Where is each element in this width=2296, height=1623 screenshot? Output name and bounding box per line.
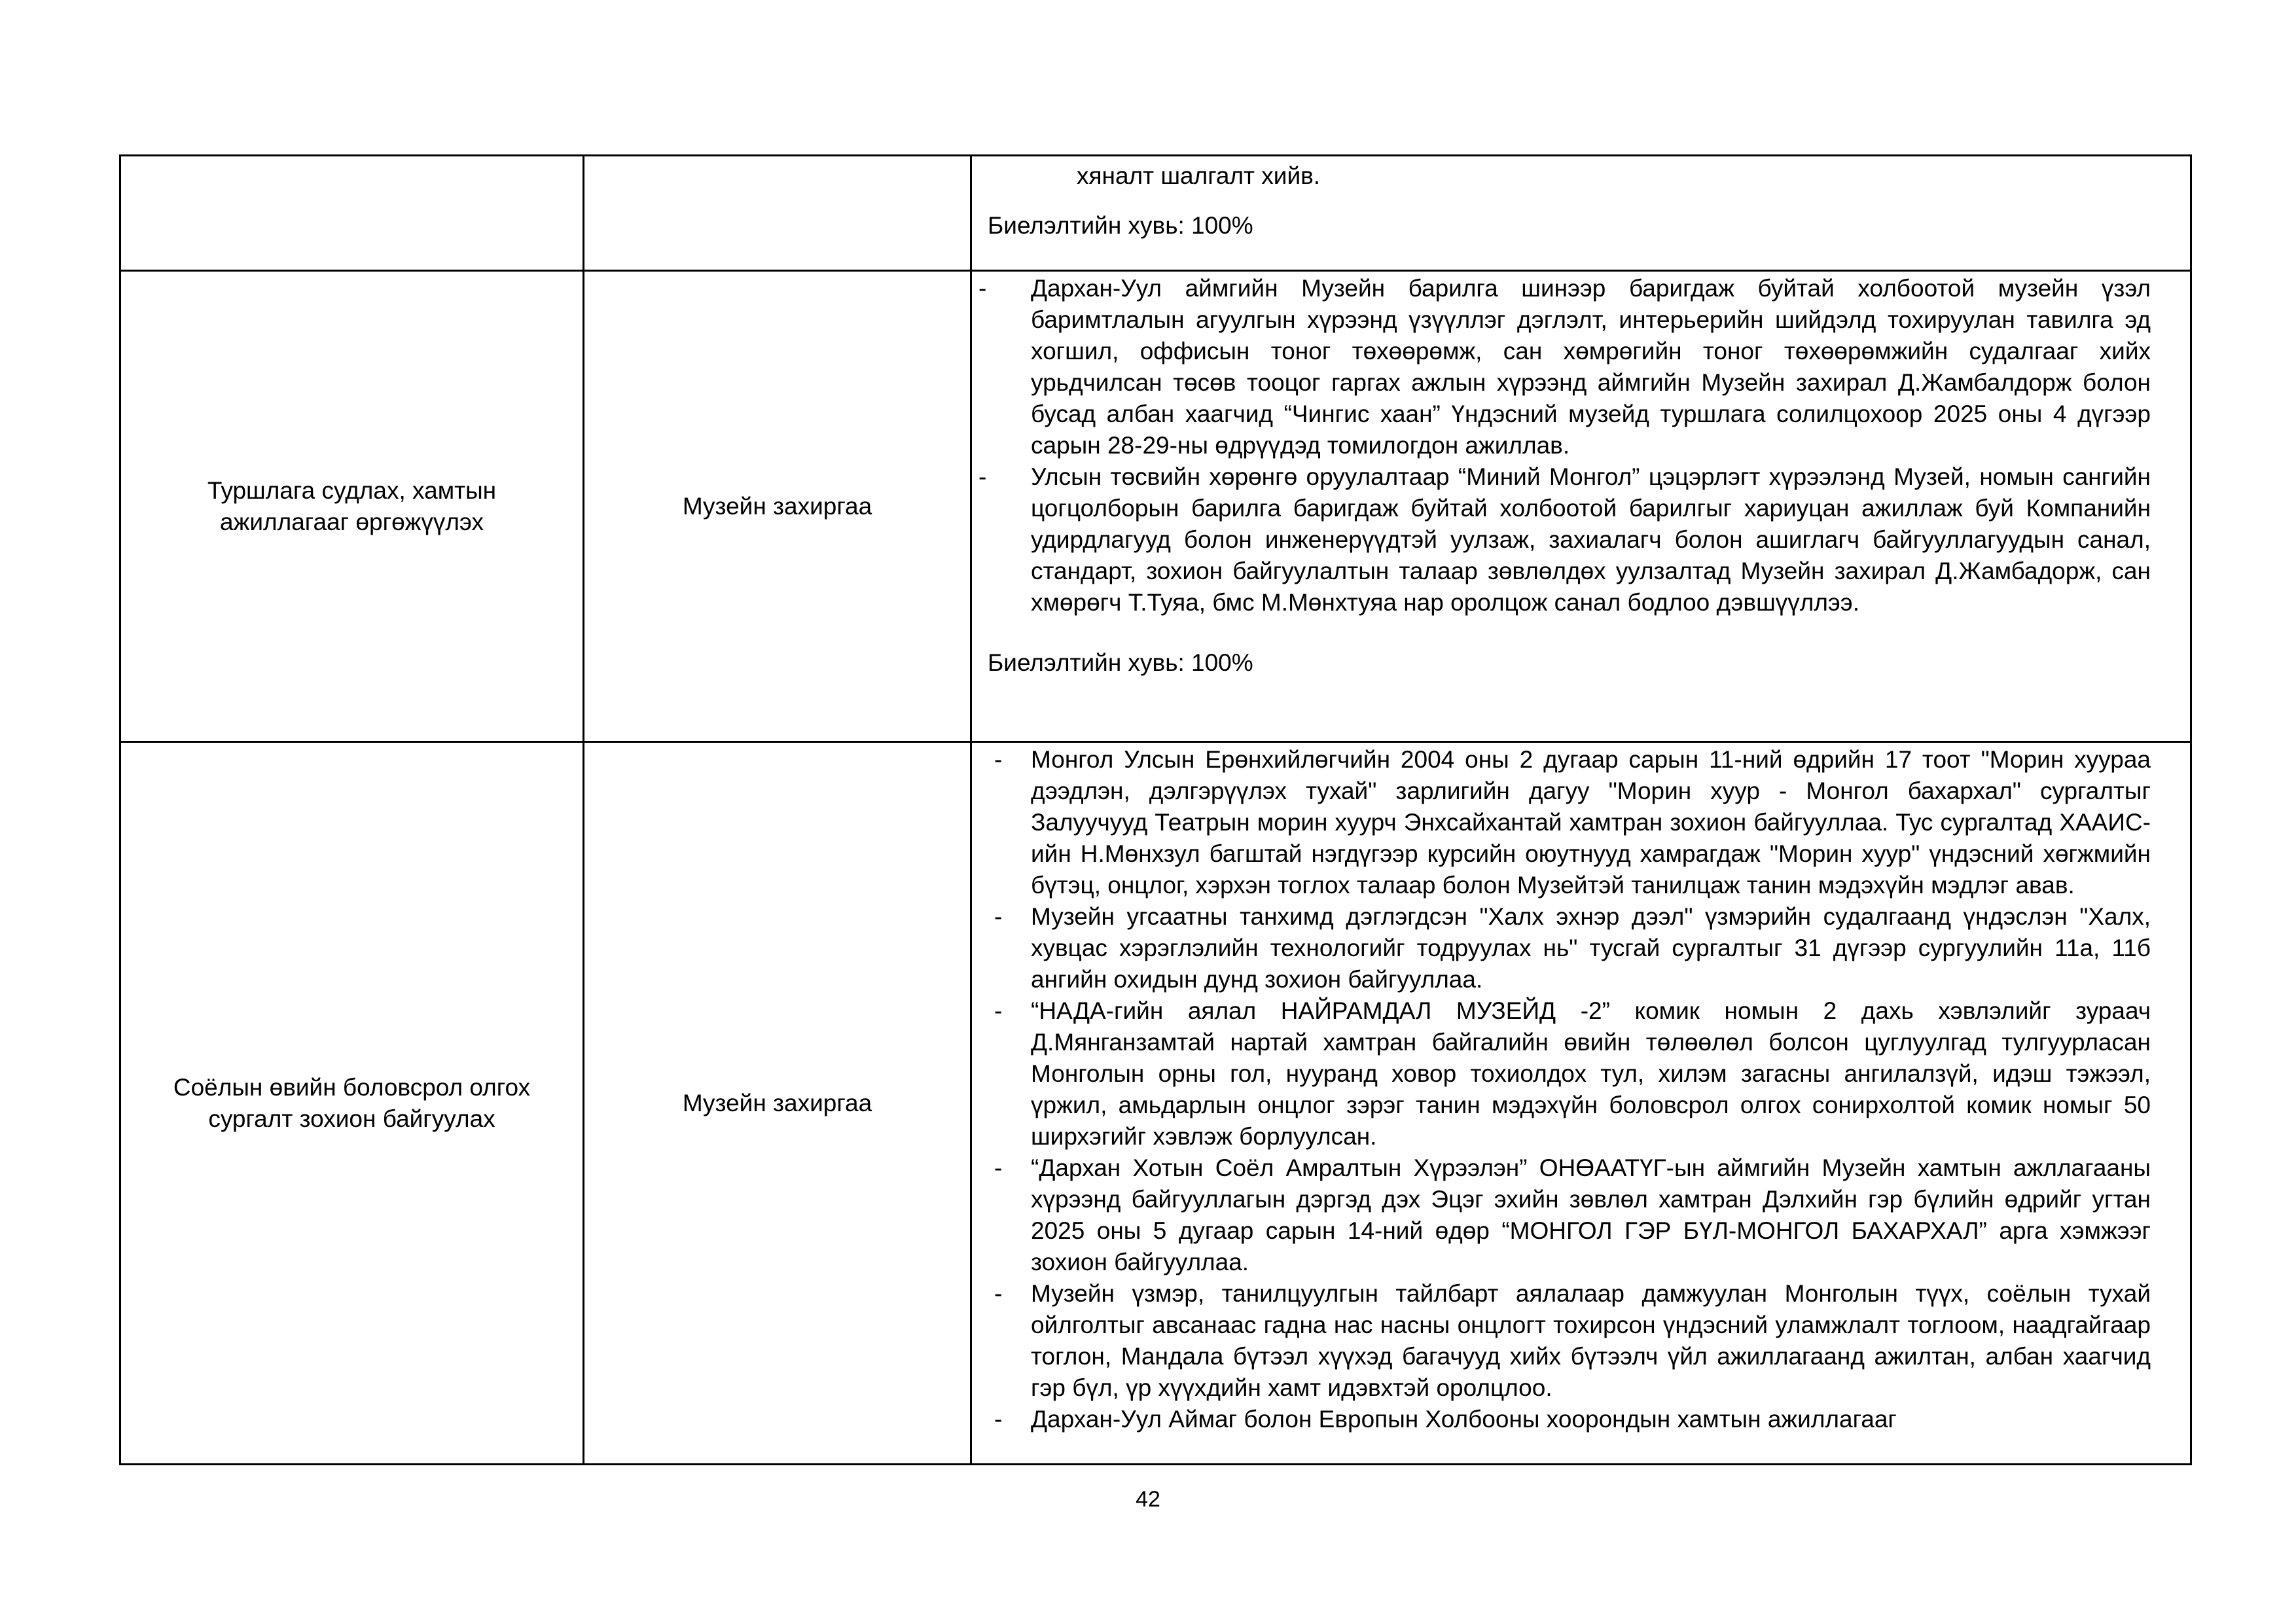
bullet-dash: - — [994, 903, 1003, 930]
responsible-cell — [584, 156, 971, 271]
list-item — [972, 744, 2151, 901]
completion-rate: Биелэлтийн хувь: 100% — [988, 212, 1253, 239]
list-item-text: Музейн үзмэр, танилцуулгын тайлбарт аялалаар дамжуулан Монголын түүх, соёлын тухай ойлголтыг авсанаас гадна нас насны онцлогт тохирсон үндэсний уламжлалт тоглоом, наадгайгаар тоглон, Мандала бүтээл хүүхэд багачууд хийх бүтээлч үйл ажиллагаанд ажилтан, албан хаагчид гэр бүл, үр хүүхдийн хамт идэвхтэй оролцлоо. — [1031, 1280, 2151, 1401]
list-item — [972, 461, 2151, 618]
list-item-text: “НАДА-гийн аялал НАЙРАМДАЛ МУЗЕЙД -2” комик номын 2 дахь хэвлэлийг зураач Д.Мянганзамтай нартай хамтран байгалийн өвийн төлөөлөл болсон цуглуулгад тулгуурласан Монголын орны гол, нууранд ховор тохиолдох тул, хилэм загасны ангилалзүй, идэш тэжээл, үржил, амьдарлын онцлог зэрэг танин мэдэхүйн боловсрол олгох сонирхолтой комик номыг 50 ширхэгийг хэвлэж борлуулсан. — [1031, 997, 2151, 1150]
list-item — [972, 1152, 2151, 1278]
result-cell — [971, 271, 2191, 742]
list-item — [972, 273, 2151, 461]
bullet-dash: - — [994, 997, 1003, 1024]
responsible-text: Музейн захиргаа — [682, 492, 872, 520]
list-item-text: Монгол Улсын Ерөнхийлөгчийн 2004 оны 2 дугаар сарын 11-ний өдрийн 17 тоот "Морин хуураа дээдлэн, дэлгэрүүлэх тухай" зарлигийн дагуу "Морин хуур - Монгол бахархал" сургалтыг Залуучууд Театрын морин хуурч Энхсайхантай хамтран зохион байгууллаа. Тус сургалтад ХААИС-ийн Н.Мөнхзул багштай нэгдүгээр курсийн оюутнууд хамрагдаж "Морин хуур" үндэсний хөгжмийн бүтэц, онцлог, хэрхэн тоглох талаар болон Музейтэй танилцаж танин мэдэхүйн мэдлэг авав. — [1031, 746, 2151, 899]
list-item — [972, 901, 2151, 995]
table-row — [120, 271, 2191, 742]
table-row — [120, 156, 2191, 271]
report-table — [119, 154, 2192, 1465]
bullet-dash: - — [994, 1154, 1003, 1181]
bullet-list — [972, 744, 2190, 1435]
result-cell — [971, 156, 2191, 271]
responsible-text: Музейн захиргаа — [682, 1089, 872, 1116]
bullet-dash: - — [994, 746, 1003, 773]
completion-rate: Биелэлтийн хувь: 100% — [988, 649, 1253, 676]
list-item-text: “Дархан Хотын Соёл Амралтын Хүрээлэн” ОНӨААТҮГ-ын аймгийн Музейн хамтын ажллагааны хүрээнд байгууллагын дэргэд дэх Эцэг эхийн зөвлөл хамтран Дэлхийн гэр бүлийн өдрийг угтан 2025 оны 5 дугаар сарын 14-ний өдөр “МОНГОЛ ГЭР БҮЛ-МОНГОЛ БАХАРХАЛ” арга хэмжээг зохион байгууллаа. — [1031, 1154, 2151, 1275]
list-item-text: Улсын төсвийн хөрөнгө оруулалтаар “Миний Монгол” цэцэрлэгт хүрээлэнд Музей, номын сангийн цогцолборын барилга баригдаж буйтай холбоотой барилгыг хариуцан ажиллаж буй Компанийн удирдлагууд болон инженерүүдтэй уулзаж, захиалагч болон ашиглагч байгууллагуудын санал, стандарт, зохион байгуулалтын талаар зөвлөлдөх уулзалтад Музейн захирал Д.Жамбадорж, сан хмөрөгч Т.Туяа, бмс М.Мөнхтуяа нар оролцож санал бодлоо дэвшүүллээ. — [1031, 463, 2151, 616]
bullet-list — [972, 273, 2190, 618]
table-row — [120, 742, 2191, 1465]
list-item-text: Дархан-Уул аймгийн Музейн барилга шинээр баригдаж буйтай холбоотой музейн үзэл баримтлалын агуулгын хүрээнд үзүүллэг дэглэлт, интерьерийн шийдэлд тохируулан тавилга эд хогшил, оффисын тоног төхөөрөмж, сан хөмрөгийн тоног төхөөрөмжийн судалгааг хийх урьдчилсан төсөв тооцог гаргах ажлын хүрээнд аймгийн Музейн захирал Д.Жамбалдорж болон бусад албан хаагчид “Чингис хаан” Үндэсний музейд туршлага солилцохоор 2025 оны 4 дүгээр сарын 28-29-ны өдрүүдэд томилогдон ажиллав. — [1031, 275, 2151, 459]
bullet-dash: - — [994, 1280, 1003, 1307]
list-item-text: Музейн угсаатны танхимд дэглэгдсэн "Халх эхнэр дээл" үзмэрийн судалгаанд үндэслэн "Халх, хувцас хэрэглэлийн технологийг тодруулах нь" тусгай сургалтыг 31 дүгээр сургуулийн 11а, 11б ангийн охидын дунд зохион байгууллаа. — [1031, 903, 2151, 993]
list-item — [972, 995, 2151, 1152]
activity-cell — [120, 156, 584, 271]
list-item — [972, 1404, 2151, 1435]
responsible-cell — [584, 271, 971, 742]
activity-text: Туршлага судлах, хамтын ажиллагааг өргөжүүлэх — [207, 476, 497, 535]
activity-cell — [120, 271, 584, 742]
activity-text: Соёлын өвийн боловсрол олгох сургалт зохион байгуулах — [173, 1073, 531, 1132]
bullet-dash: - — [978, 463, 987, 490]
responsible-cell — [584, 742, 971, 1465]
result-cell — [971, 742, 2191, 1465]
continuation-text: хяналт шалгалт хийв. — [1077, 162, 1321, 189]
activity-cell — [120, 742, 584, 1465]
bullet-dash: - — [994, 1406, 1003, 1433]
list-item — [972, 1278, 2151, 1404]
page-number: 42 — [1136, 1487, 1160, 1512]
bullet-dash: - — [978, 275, 987, 302]
list-item-text: Дархан-Уул Аймаг болон Европын Холбооны хоорондын хамтын ажиллагааг — [1031, 1406, 1897, 1433]
